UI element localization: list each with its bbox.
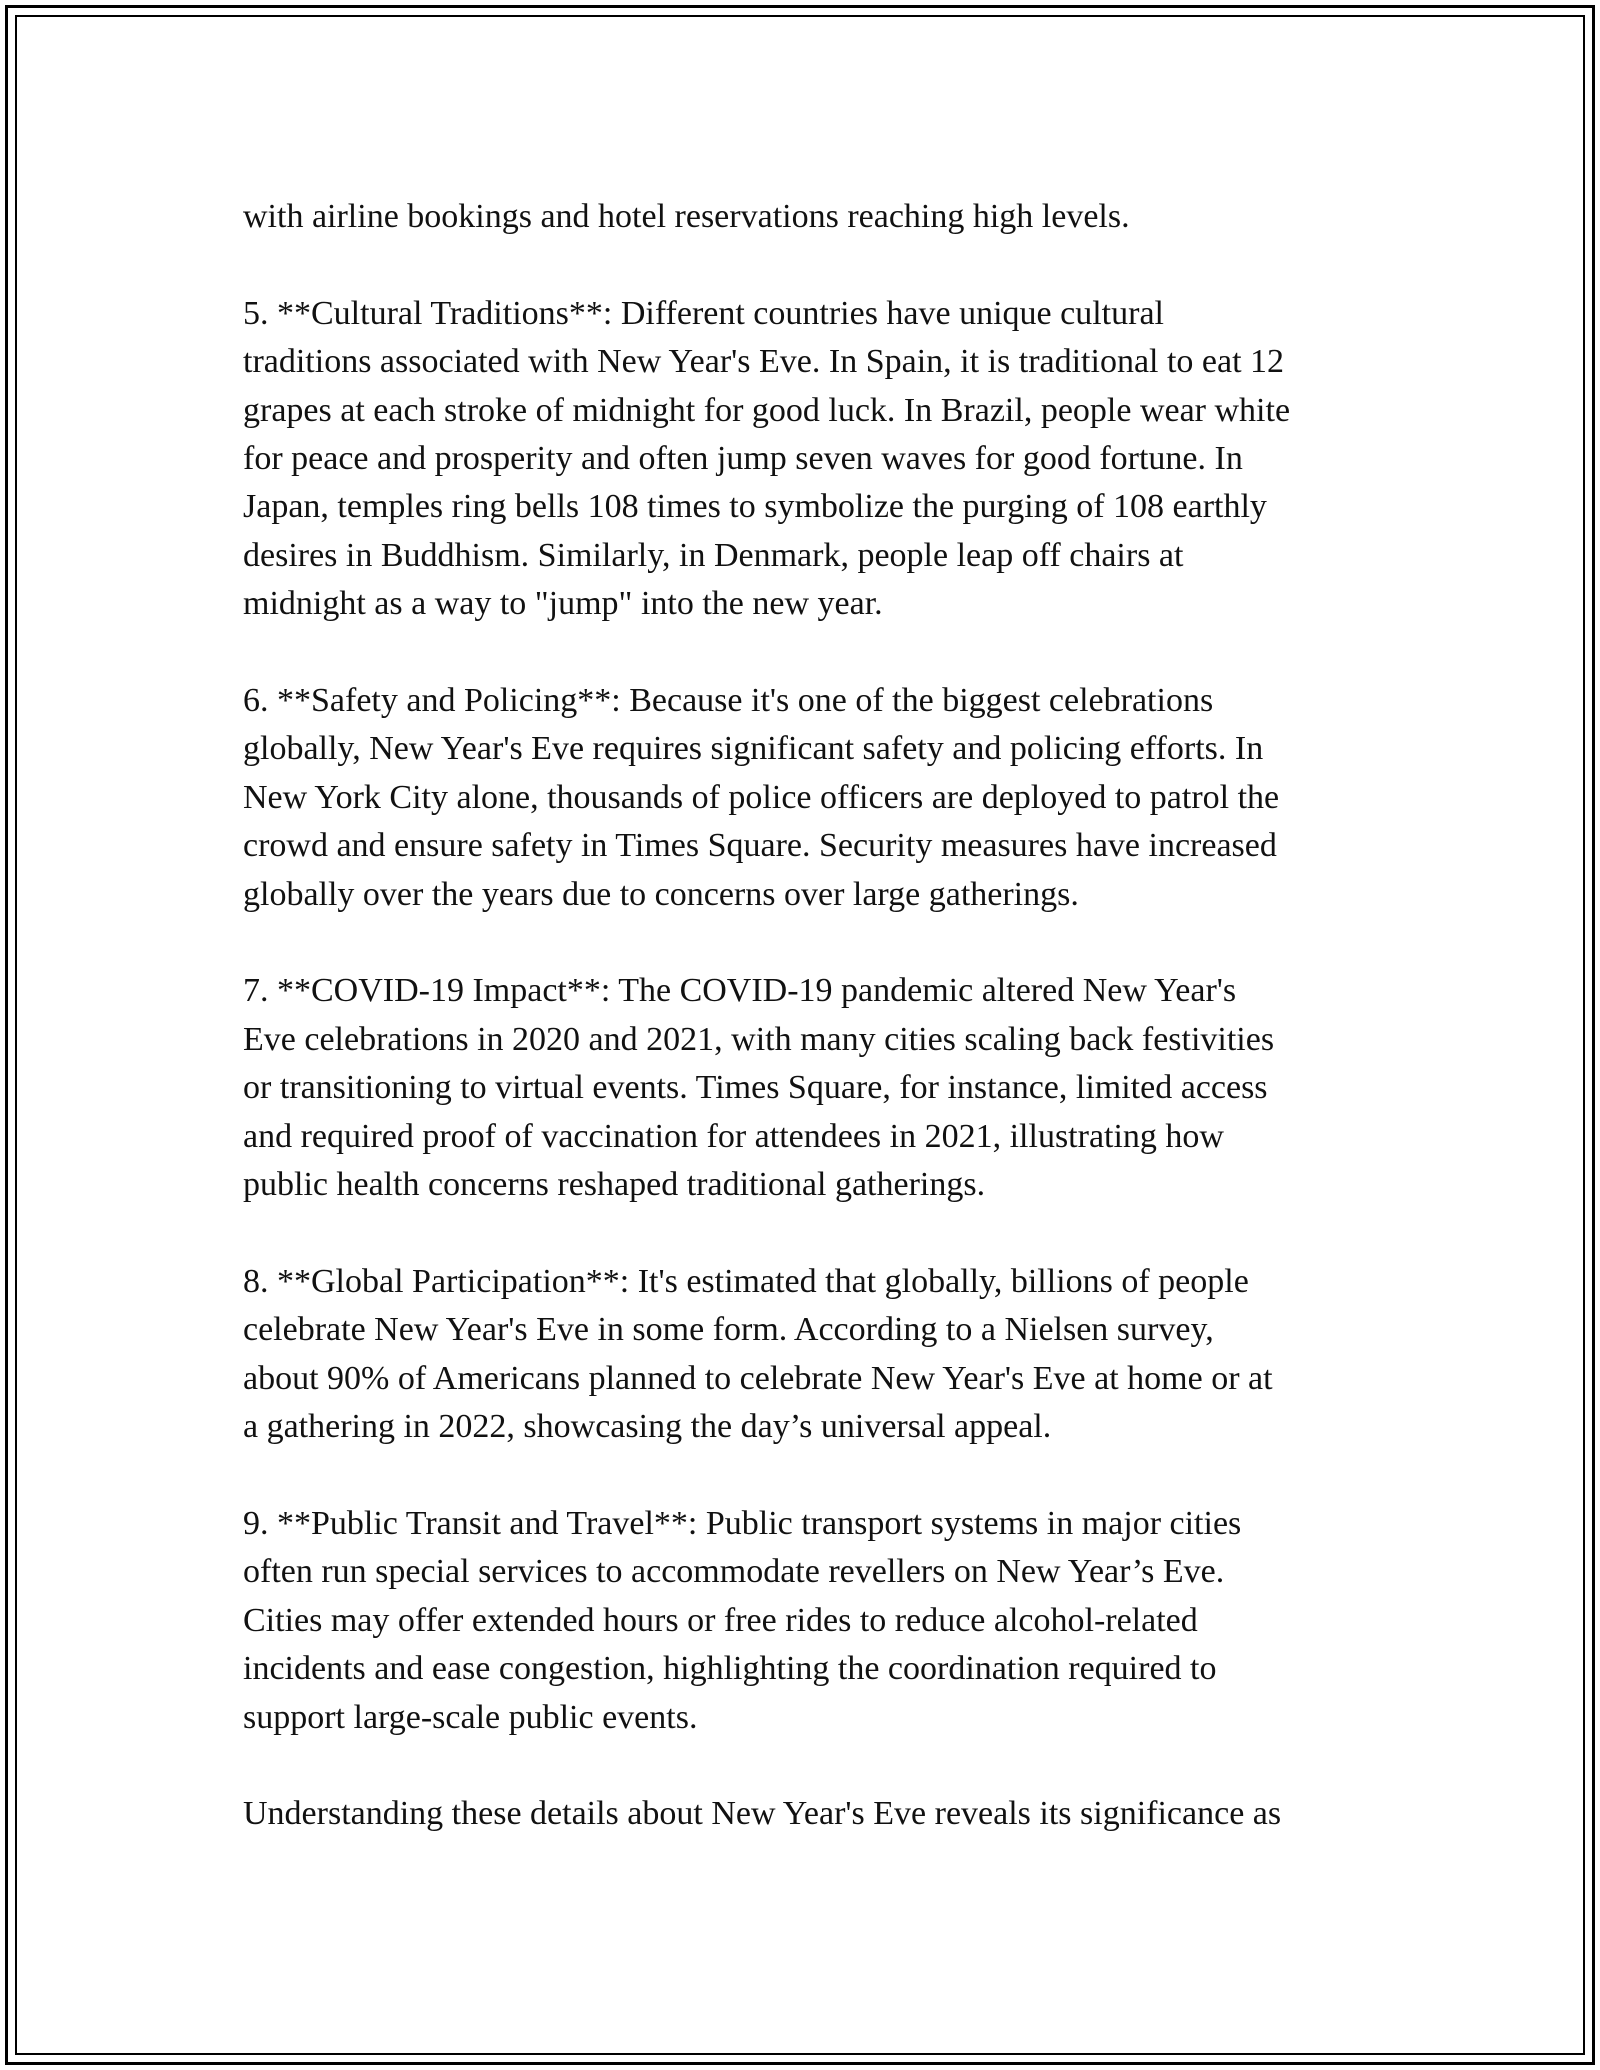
text-line: celebrate New Year's Eve in some form. According to a Nielsen survey, [243,1311,1214,1349]
text-line: Japan, temples ring bells 108 times to symbolize the purging of 108 earthly [243,488,1267,526]
text-line: crowd and ensure safety in Times Square. Security measures have increased [243,827,1277,865]
text-line: incidents and ease congestion, highlighting the coordination required to [243,1650,1217,1688]
text-line: often run special services to accommodate revellers on New Year’s Eve. [243,1553,1225,1591]
text-line: 6. **Safety and Policing**: Because it's one of the biggest celebrations [243,682,1214,720]
paragraph-safety-policing [243,677,1398,919]
page-frame [5,5,1595,2065]
paragraph-global-participation [243,1258,1398,1452]
text-line: Eve celebrations in 2020 and 2021, with many cities scaling back festivities [243,1020,1275,1058]
text-line: support large-scale public events. [243,1698,698,1736]
text-line: New York City alone, thousands of police officers are deployed to patrol the [243,778,1280,816]
paragraph-intro-continuation [243,193,1398,241]
text-line: Understanding these details about New Year's Eve reveals its significance as [243,1795,1282,1833]
text-line: 8. **Global Participation**: It's estimated that globally, billions of people [243,1262,1249,1300]
text-line: globally, New Year's Eve requires significant safety and policing efforts. In [243,730,1264,768]
paragraph-cultural-traditions [243,290,1398,629]
text-line: traditions associated with New Year's Eve. In Spain, it is traditional to eat 12 [243,343,1285,381]
text-line: globally over the years due to concerns over large gatherings. [243,875,1079,913]
paragraph-public-transit [243,1500,1398,1742]
paragraph-conclusion-start [243,1790,1398,1838]
text-line: 9. **Public Transit and Travel**: Public transport systems in major cities [243,1504,1242,1542]
text-line: with airline bookings and hotel reservations reaching high levels. [243,198,1130,235]
text-line: public health concerns reshaped traditional gatherings. [243,1166,986,1204]
text-line: Cities may offer extended hours or free rides to reduce alcohol-related [243,1601,1198,1639]
text-line: or transitioning to virtual events. Times Square, for instance, limited access [243,1069,1268,1107]
text-line: about 90% of Americans planned to celebrate New Year's Eve at home or at [243,1359,1273,1397]
text-line: and required proof of vaccination for attendees in 2021, illustrating how [243,1117,1224,1155]
document-body [243,193,1398,1887]
text-line: desires in Buddhism. Similarly, in Denmark, people leap off chairs at [243,536,1184,574]
text-line: midnight as a way to "jump" into the new year. [243,585,883,623]
text-line: 7. **COVID-19 Impact**: The COVID-19 pandemic altered New Year's [243,972,1237,1010]
text-line: grapes at each stroke of midnight for good luck. In Brazil, people wear white [243,391,1291,429]
text-line: 5. **Cultural Traditions**: Different countries have unique cultural [243,294,1164,332]
text-line: a gathering in 2022, showcasing the day’s universal appeal. [243,1408,1052,1446]
paragraph-covid-impact [243,967,1398,1209]
text-line: for peace and prosperity and often jump seven waves for good fortune. In [243,440,1243,478]
